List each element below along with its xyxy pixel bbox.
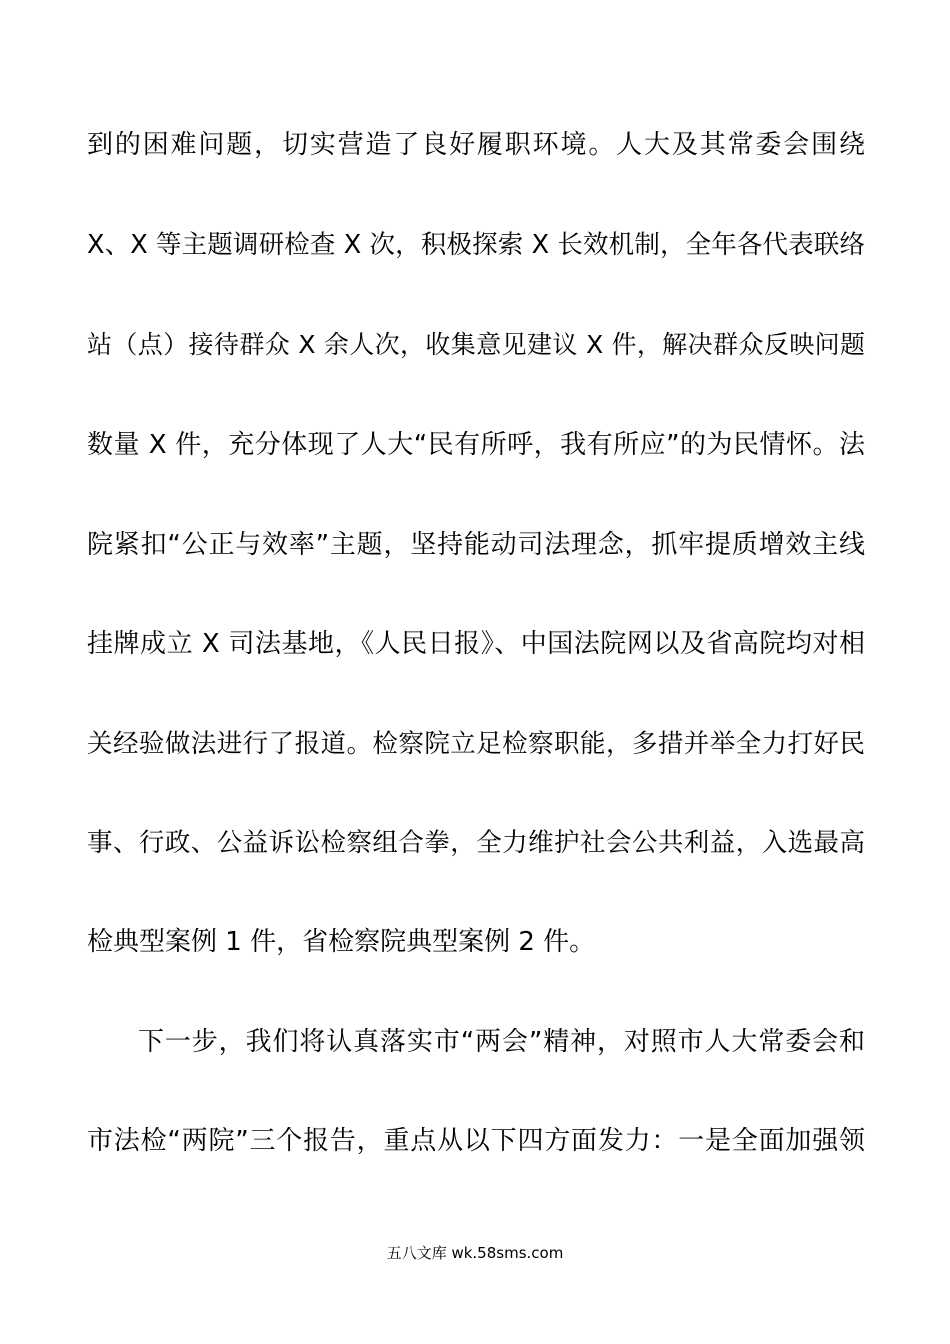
- text-line-8: 事、行政、公益诉讼检察组合拳，全力维护社会公共利益，入选最高: [87, 828, 865, 858]
- text-line-7: 关经验做法进行了报道。检察院立足检察职能，多措并举全力打好民: [87, 729, 865, 759]
- text-line-1: 到的困难问题，切实营造了良好履职环境。人大及其常委会围绕: [87, 130, 865, 160]
- text-line-10: 下一步，我们将认真落实市“两会”精神，对照市人大常委会和: [138, 1027, 865, 1057]
- text-line-2: X、X 等主题调研检查 X 次，积极探索 X 长效机制，全年各代表联络: [87, 230, 865, 260]
- text-line-11: 市法检“两院”三个报告，重点从以下四方面发力：一是全面加强领: [87, 1126, 865, 1156]
- text-line-5: 院紧扣“公正与效率”主题，坚持能动司法理念，抓牢提质增效主线: [87, 530, 865, 560]
- text-line-9: 检典型案例 1 件，省检察院典型案例 2 件。: [87, 927, 596, 957]
- text-line-6: 挂牌成立 X 司法基地，《人民日报》、中国法院网以及省高院均对相: [87, 629, 865, 659]
- text-line-4: 数量 X 件，充分体现了人大“民有所呼，我有所应”的为民情怀。法: [87, 430, 865, 460]
- footer-watermark: 五八文库 wk.58sms.com: [386, 1244, 564, 1262]
- text-line-3: 站（点）接待群众 X 余人次，收集意见建议 X 件，解决群众反映问题: [87, 330, 865, 359]
